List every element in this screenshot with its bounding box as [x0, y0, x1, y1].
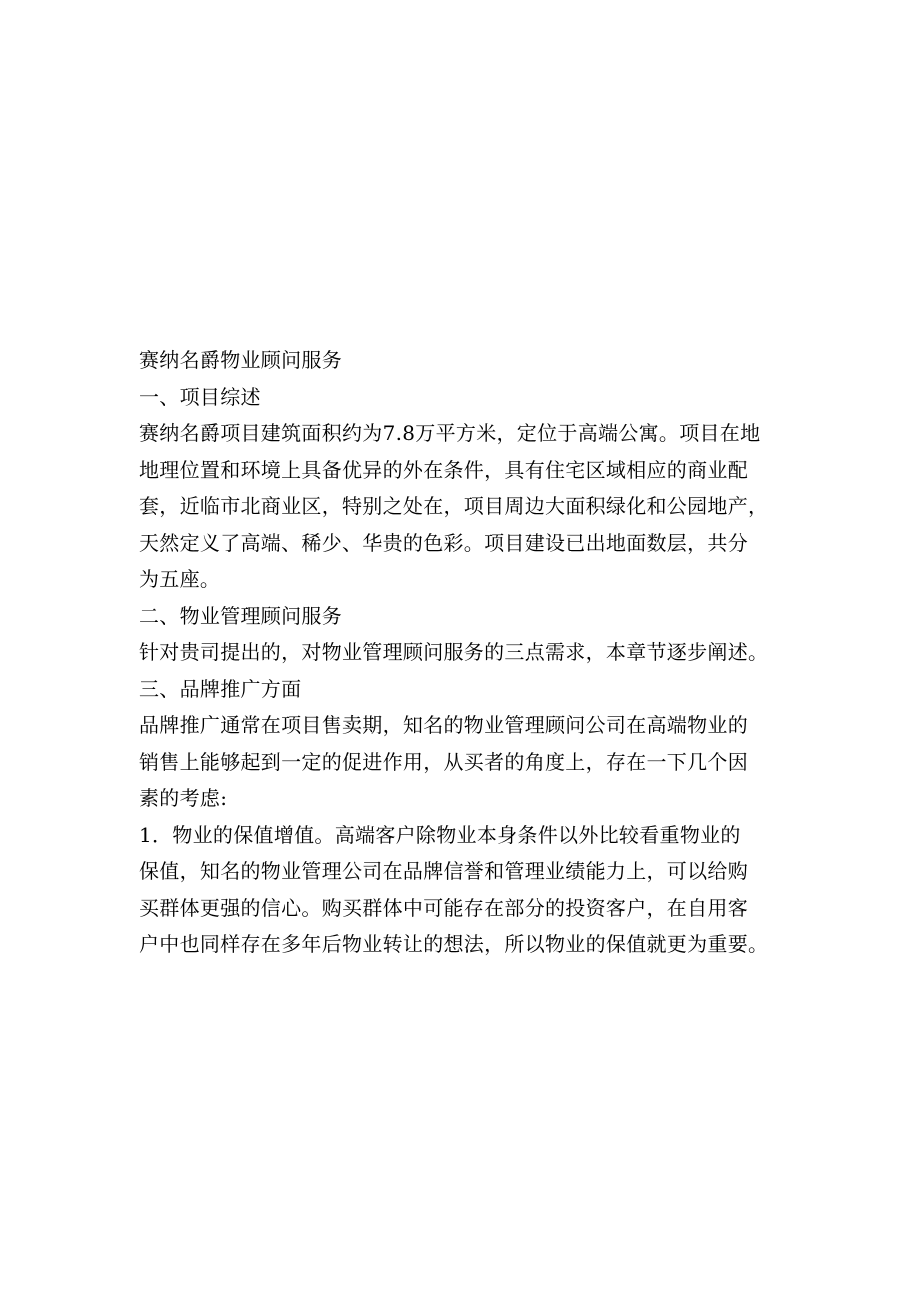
section-heading-consulting: 二、物业管理顾问服务 [139, 603, 342, 628]
paragraph-line: 销售上能够起到一定的促进作用，从买者的角度上，存在一下几个因 [139, 749, 748, 774]
document-title: 赛纳名爵物业顾问服务 [139, 348, 342, 372]
paragraph-line: 户中也同样存在多年后物业转让的想法，所以物业的保值就更为重要。 [139, 932, 769, 956]
document-body [139, 342, 804, 963]
paragraph-line: 1．物业的保值增值。高端客户除物业本身条件以外比较看重物业的 [139, 822, 741, 847]
paragraph-line: 套，近临市北商业区，特别之处在，项目周边大面积绿化和公园地产， [139, 494, 769, 518]
paragraph-line: 保值，知名的物业管理公司在品牌信誉和管理业绩能力上，可以给购 [139, 859, 748, 883]
paragraph-line: 品牌推广通常在项目售卖期，知名的物业管理顾问公司在高端物业的 [139, 713, 748, 737]
paragraph-line: 地理位置和环境上具备优异的外在条件，具有住宅区域相应的商业配 [139, 457, 748, 482]
paragraph-line: 素的考虑: [139, 786, 228, 810]
section-heading-overview: 一、项目综述 [139, 384, 261, 409]
paragraph-line: 为五座。 [139, 567, 221, 591]
paragraph-line: 天然定义了高端、稀少、华贵的色彩。项目建设已出地面数层，共分 [139, 530, 748, 555]
paragraph-line: 针对贵司提出的，对物业管理顾问服务的三点需求，本章节逐步阐述。 [139, 640, 769, 664]
section-heading-branding: 三、品牌推广方面 [139, 676, 302, 701]
paragraph-line: 买群体更强的信心。购买群体中可能存在部分的投资客户，在自用客 [139, 895, 748, 920]
paragraph-line: 赛纳名爵项目建筑面积约为7.8万平方米，定位于高端公寓。项目在地 [139, 421, 761, 445]
